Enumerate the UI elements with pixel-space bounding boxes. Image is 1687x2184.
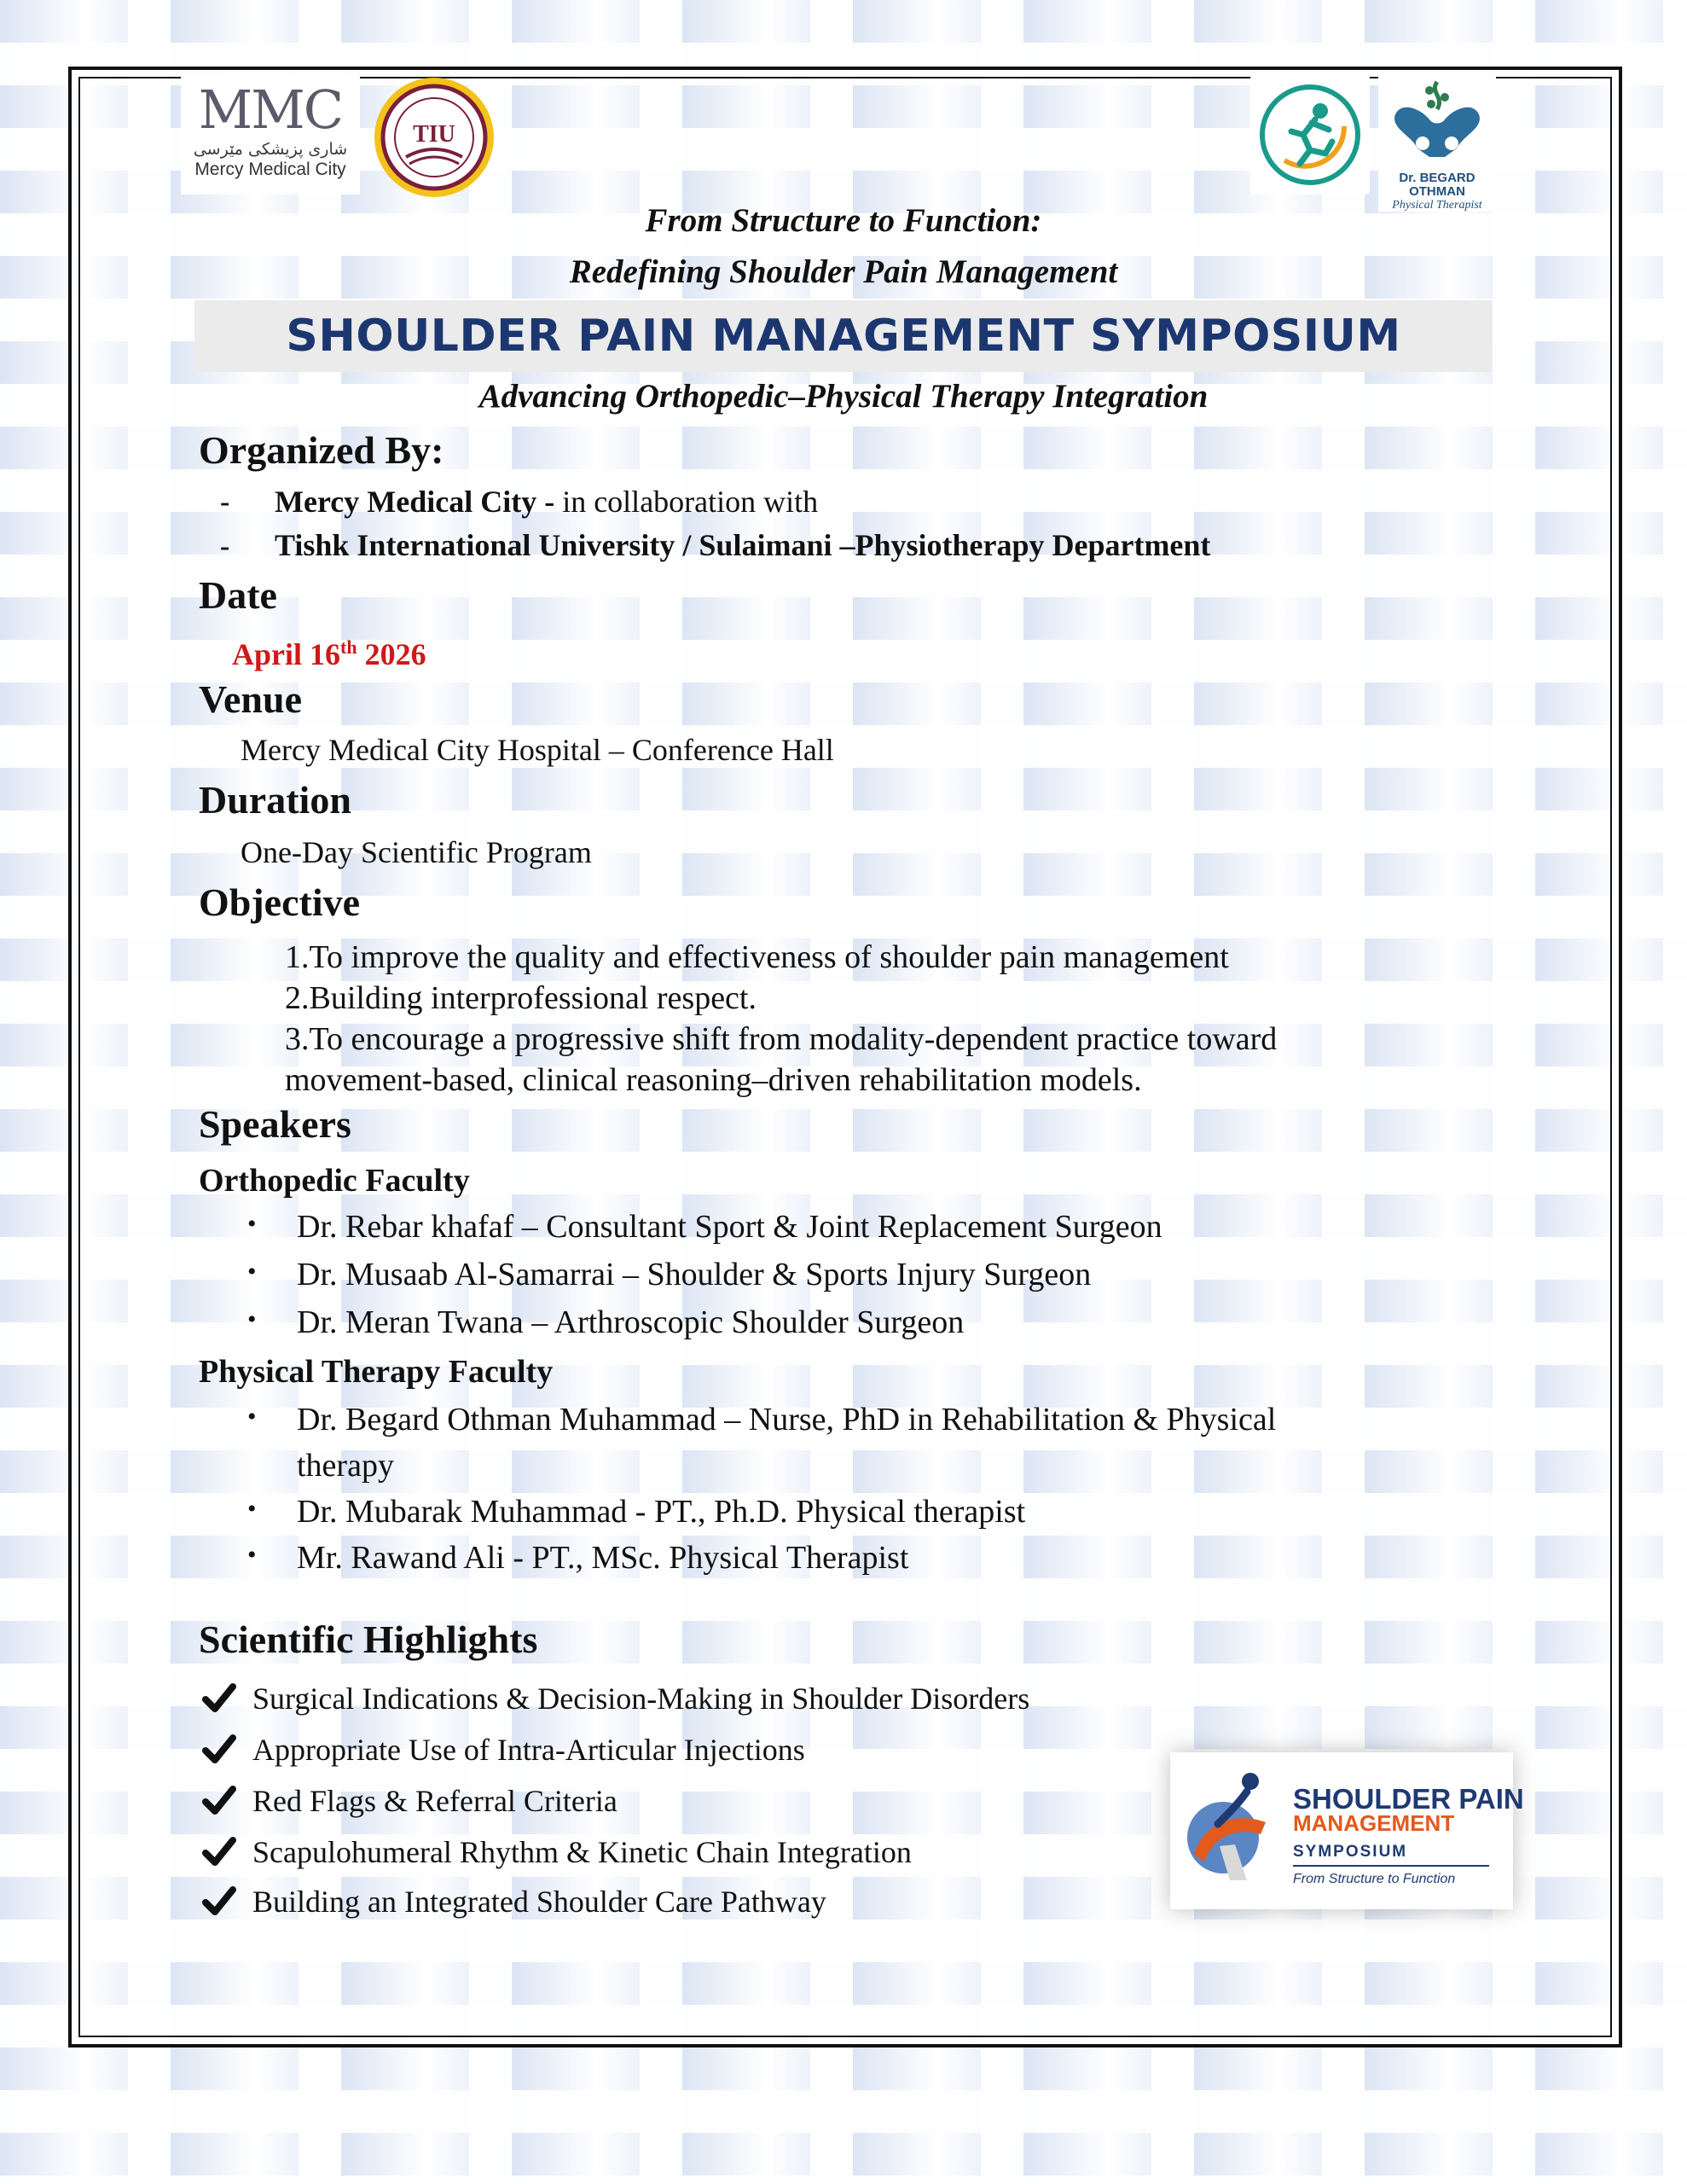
ortho-speaker: Dr. Rebar khafaf – Consultant Sport & Joint Replacement Surgeon bbox=[297, 1209, 1162, 1245]
date-heading: Date bbox=[199, 573, 277, 617]
pt-speaker: Mr. Rawand Ali - PT., MSc. Physical Therapist bbox=[297, 1540, 909, 1576]
bullet-dot: • bbox=[247, 1210, 257, 1238]
duration-text: One-Day Scientific Program bbox=[241, 835, 592, 869]
symposium-logo-line4: From Structure to Function bbox=[1293, 1872, 1456, 1886]
checkmark-icon bbox=[201, 1783, 237, 1819]
checkmark-icon bbox=[201, 1732, 237, 1768]
symposium-logo-line2: MANAGEMENT bbox=[1293, 1810, 1455, 1836]
shoulder-joint-icon bbox=[1170, 1752, 1290, 1909]
organizer-dash: - bbox=[220, 531, 230, 562]
highlight-item: Appropriate Use of Intra-Articular Injections bbox=[252, 1733, 805, 1767]
speakers-heading: Speakers bbox=[199, 1102, 351, 1146]
pt-speaker: Dr. Mubarak Muhammad - PT., Ph.D. Physical therapist bbox=[297, 1494, 1026, 1530]
mmc-logo-arabic: شاری پزیشکی مێرسی bbox=[193, 140, 348, 159]
event-date bbox=[232, 630, 426, 672]
objective-line: 3.To encourage a progressive shift from modality-dependent practice toward bbox=[285, 1021, 1278, 1057]
venue-text: Mercy Medical City Hospital – Conference Hall bbox=[241, 733, 834, 767]
checkmark-icon bbox=[201, 1834, 237, 1870]
symposium-logo-line1: SHOULDER PAIN bbox=[1293, 1783, 1524, 1815]
pelvis-icon bbox=[1378, 75, 1496, 167]
symposium-title: SHOULDER PAIN MANAGEMENT SYMPOSIUM bbox=[286, 311, 1401, 362]
pt-faculty-heading: Physical Therapy Faculty bbox=[199, 1354, 554, 1390]
highlight-item: Building an Integrated Shoulder Care Pathway bbox=[252, 1885, 826, 1919]
highlight-item: Scapulohumeral Rhythm & Kinetic Chain Integration bbox=[252, 1835, 912, 1869]
mmc-logo bbox=[181, 77, 360, 195]
event-date-day: April 16 bbox=[232, 637, 341, 671]
subtitle: Advancing Orthopedic–Physical Therapy Integration bbox=[478, 378, 1209, 415]
pt-speaker-continued: therapy bbox=[297, 1448, 394, 1484]
venue-heading: Venue bbox=[199, 677, 302, 721]
orthopedic-faculty-heading: Orthopedic Faculty bbox=[199, 1163, 470, 1199]
objective-line: 1.To improve the quality and effectiveness of shoulder pain management bbox=[285, 939, 1229, 975]
symposium-logo bbox=[1170, 1752, 1524, 1909]
event-date-suffix: th bbox=[340, 636, 357, 658]
tagline-line-2: Redefining Shoulder Pain Management bbox=[569, 253, 1118, 290]
highlight-item: Surgical Indications & Decision-Making in Shoulder Disorders bbox=[252, 1682, 1030, 1716]
duration-heading: Duration bbox=[199, 778, 351, 822]
organized-heading: Organized By: bbox=[199, 428, 444, 472]
highlights-heading: Scientific Highlights bbox=[199, 1618, 538, 1661]
organizer-note: in collaboration with bbox=[562, 485, 819, 519]
organizer-item bbox=[275, 484, 818, 520]
organizer-dash: - bbox=[220, 486, 230, 518]
tiu-logo-mark: TIU bbox=[413, 121, 455, 148]
begard-logo bbox=[1378, 75, 1496, 212]
mmc-logo-mark: MMC bbox=[198, 78, 343, 141]
bullet-dot: • bbox=[247, 1305, 257, 1333]
ortho-speaker: Dr. Musaab Al-Samarrai – Shoulder & Sports Injury Surgeon bbox=[297, 1257, 1092, 1292]
organizer-name: Mercy Medical City - bbox=[275, 485, 563, 519]
checkmark-icon bbox=[201, 1681, 237, 1716]
begard-logo-name: Dr. BEGARD OTHMAN bbox=[1399, 171, 1475, 199]
bullet-dot: • bbox=[247, 1495, 257, 1523]
event-date-year: 2026 bbox=[357, 637, 426, 671]
bullet-dot: • bbox=[247, 1541, 257, 1569]
symposium-logo-line3: SYMPOSIUM bbox=[1293, 1843, 1408, 1861]
organizer-name: Tishk International University / Sulaimani –Physiotherapy Department bbox=[275, 528, 1211, 562]
checkmark-icon bbox=[201, 1884, 237, 1920]
mmc-logo-english: Mercy Medical City bbox=[194, 160, 346, 179]
objective-line: movement-based, clinical reasoning–driven rehabilitation models. bbox=[285, 1062, 1142, 1098]
tagline-line-1: From Structure to Function: bbox=[645, 202, 1042, 239]
pt-speaker: Dr. Begard Othman Muhammad – Nurse, PhD in Rehabilitation & Physical bbox=[297, 1402, 1277, 1438]
ortho-speaker: Dr. Meran Twana – Arthroscopic Shoulder Surgeon bbox=[297, 1304, 965, 1340]
highlight-item: Red Flags & Referral Criteria bbox=[252, 1784, 617, 1818]
title-banner bbox=[194, 300, 1493, 372]
objective-heading: Objective bbox=[199, 880, 361, 924]
bullet-dot: • bbox=[247, 1403, 257, 1431]
objective-line: 2.Building interprofessional respect. bbox=[285, 980, 757, 1016]
tiu-logo bbox=[372, 75, 496, 200]
runner-logo bbox=[1250, 75, 1370, 195]
symposium-logo-divider bbox=[1293, 1865, 1489, 1867]
bullet-dot: • bbox=[247, 1258, 257, 1286]
begard-logo-title: Physical Therapist bbox=[1392, 199, 1482, 212]
organizer-item bbox=[275, 527, 1210, 563]
